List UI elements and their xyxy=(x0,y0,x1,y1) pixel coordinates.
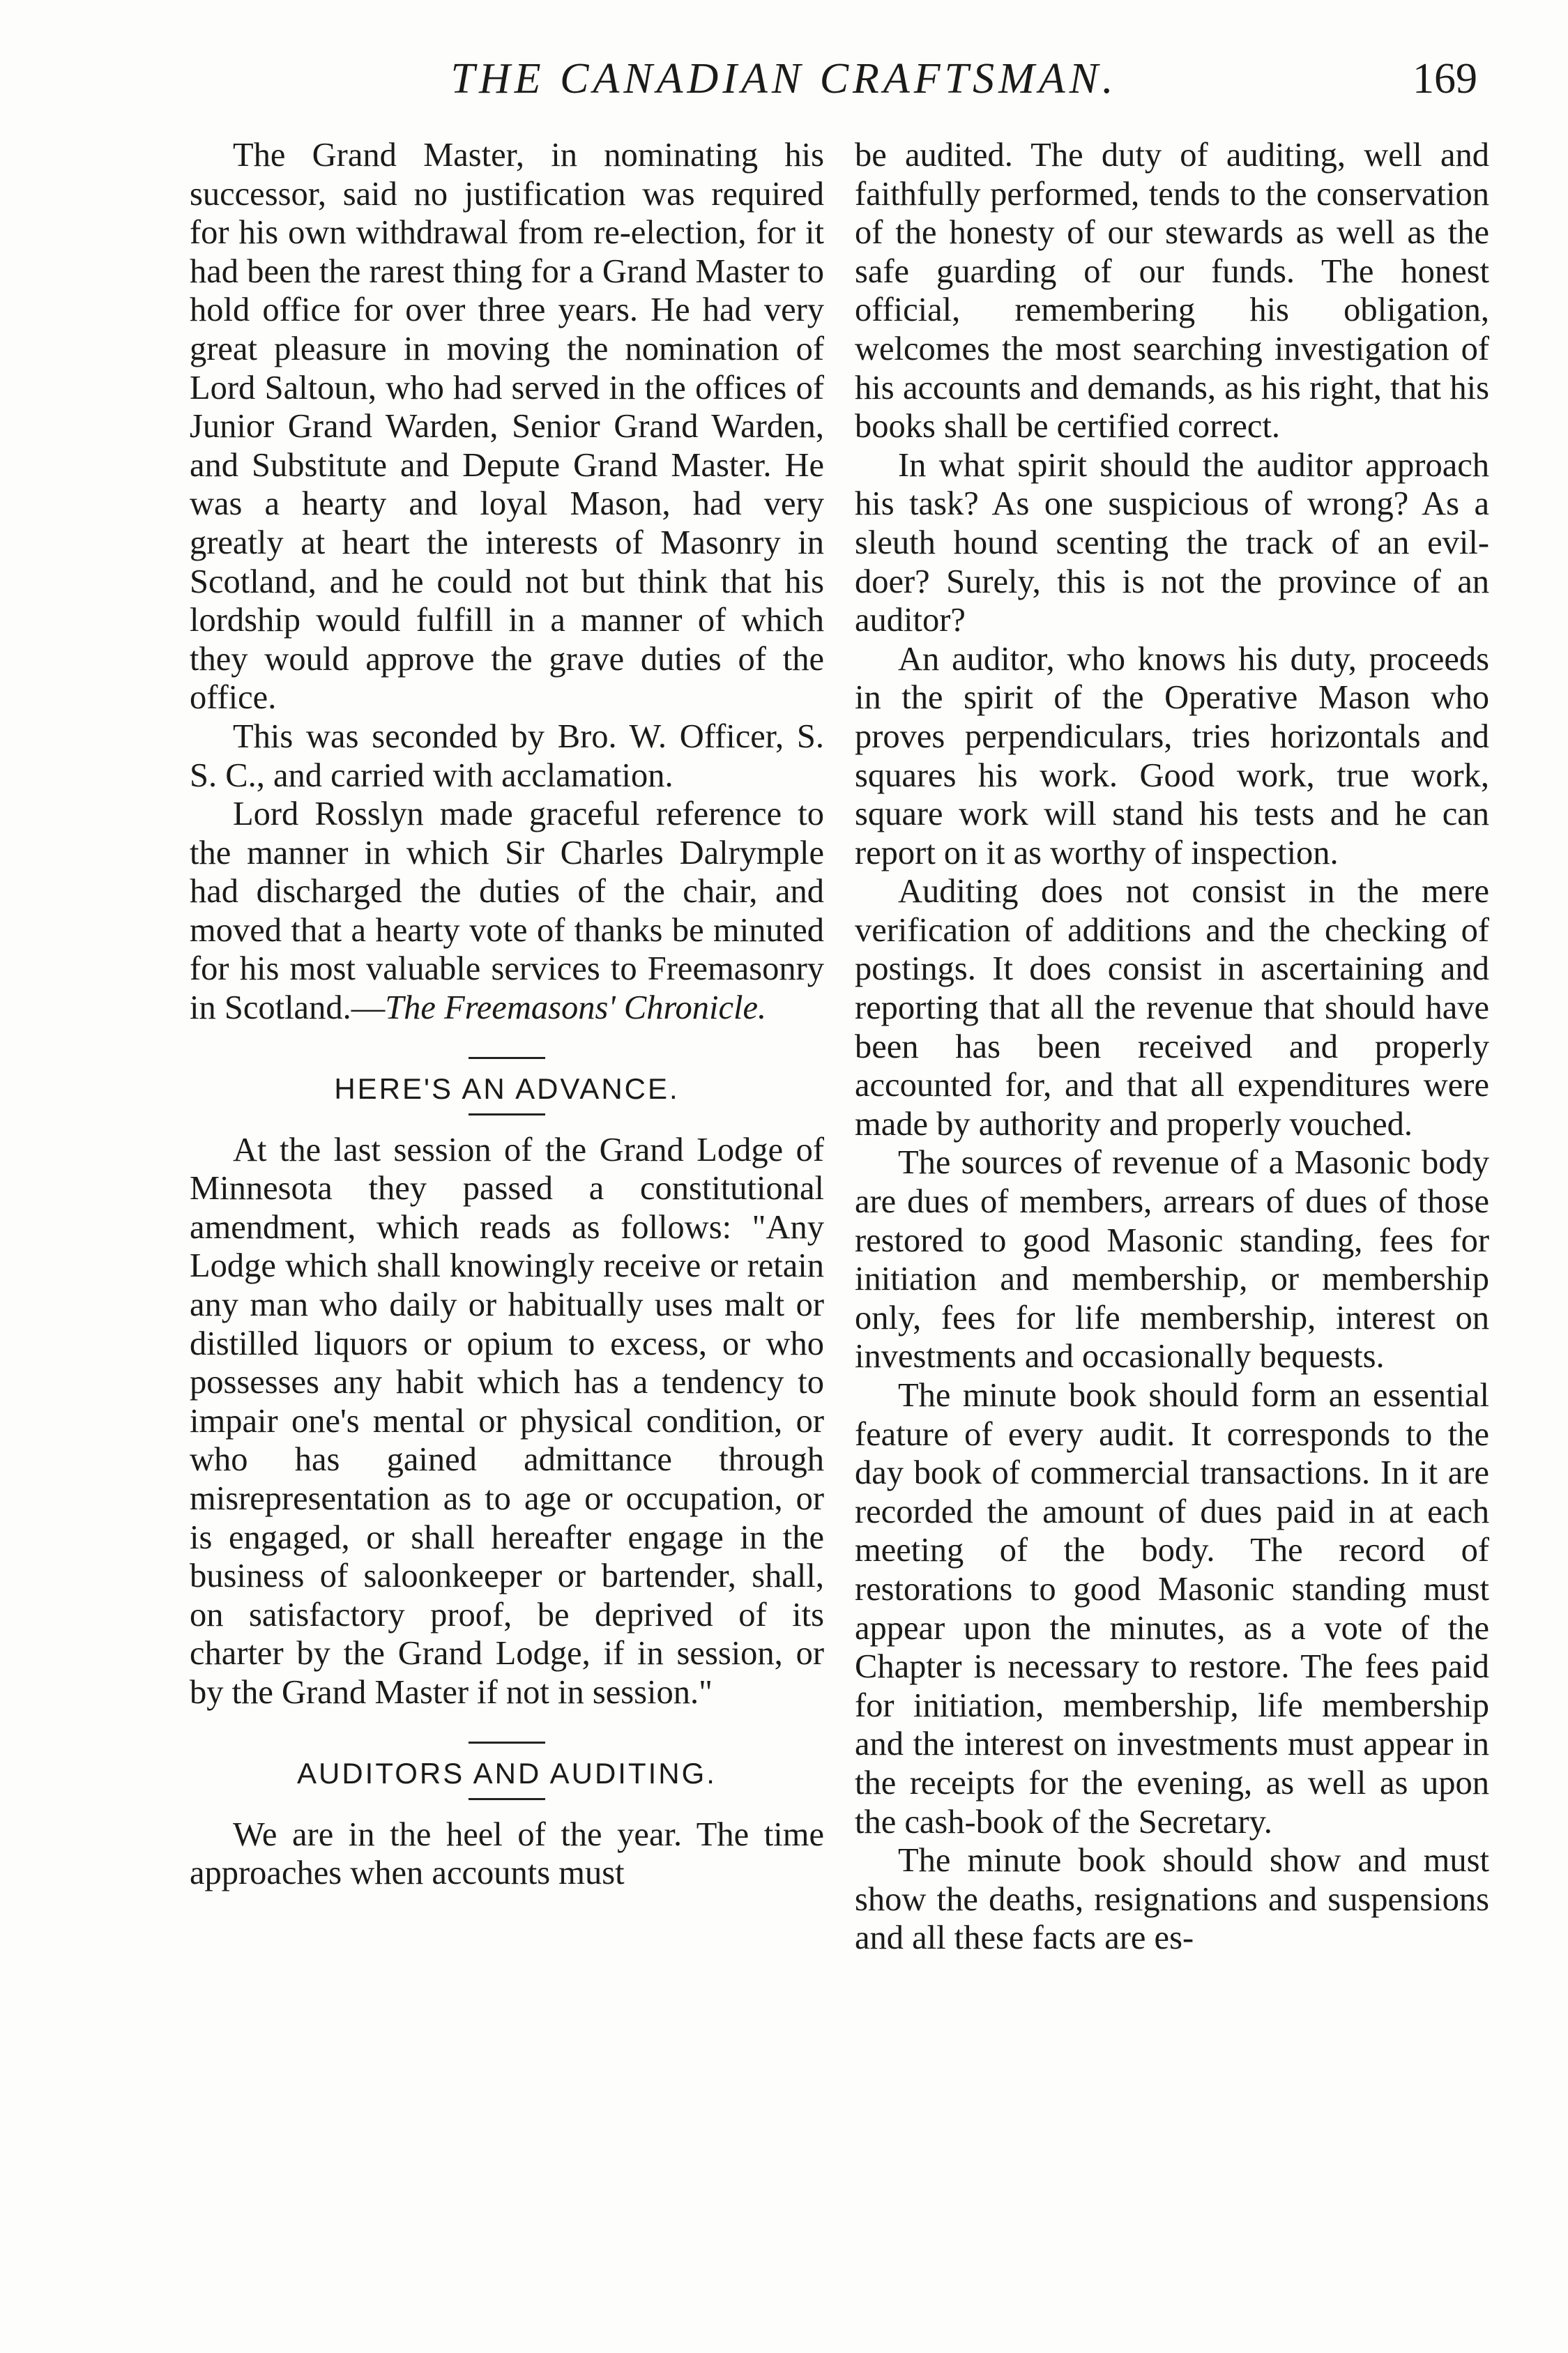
heading-auditors-and-auditing: AUDITORS AND AUDITING. xyxy=(297,1756,717,1790)
source-citation: The Freemasons' Chronicle. xyxy=(385,989,767,1027)
paragraph-be-audited: be audited. The duty of auditing, well and faithfully performed, tends to the conservation of the honesty of our stewards as well as the safe guarding of our funds. The honest official, remembering his obligation, welcomes the most searching investigation of his accounts and demands, as his right, that his books shall be certified correct. xyxy=(855,137,1489,446)
left-column xyxy=(190,136,824,1893)
paragraph-heel-of-year: We are in the heel of the year. The time approaches when accounts must xyxy=(190,1815,824,1892)
running-head xyxy=(0,54,1568,117)
paragraph-minute-book-show: The minute book should show and must show the deaths, resignations and suspensions and all these facts are es- xyxy=(855,1842,1489,1957)
heading-heres-an-advance: HERE'S AN ADVANCE. xyxy=(334,1072,680,1105)
paragraph-grand-master-nomination: The Grand Master, in nominating his successor, said no justification was required for his own withdrawal from re-election, for it had been the rarest thing for a Grand Master to hold office for over three years. He had very great pleasure in moving the nomination of Lord Saltoun, who had served in the offices of Junior Grand Warden, Senior Grand Warden, and Substitute and Depute Grand Master. He was a hearty and loyal Mason, had very greatly at heart the interests of Masonry in Scotland, and he could not but think that his lordship would fulfill in a manner of which they would approve the grave duties of the office. xyxy=(190,137,824,717)
paragraph-operative-mason: An auditor, who knows his duty, proceeds in the spirit of the Operative Mason who proves perpendiculars, tries horizontals and squares his work. Good work, true work, square work will stand his tests and he can report on it as worthy of inspection. xyxy=(855,640,1489,871)
page-number: 169 xyxy=(1413,55,1477,102)
divider-rule xyxy=(469,1113,545,1115)
paragraph-lord-rosslyn xyxy=(190,795,824,1028)
right-column xyxy=(855,136,1489,1958)
paragraph-sources-of-revenue: The sources of revenue of a Masonic body are dues of members, arrears of dues of those restored to good Masonic standing, fees for initiation and membership, or membership only, fees for life membership, interest on investments and occasionally bequests. xyxy=(855,1144,1489,1376)
journal-title: THE CANADIAN CRAFTSMAN. xyxy=(450,55,1118,102)
paragraph-seconded: This was seconded by Bro. W. Officer, S. S. C., and carried with acclamation. xyxy=(190,717,824,794)
divider-rule xyxy=(469,1057,545,1059)
divider-rule xyxy=(469,1798,545,1800)
paragraph-minute-book: The minute book should form an essential feature of every audit. It corresponds to the day book of commercial transactions. In it are recorded the amount of dues paid in at each meeting of the body. The record of restorations to good Masonic standing must appear upon the minutes, as a vote of the Chapter is necessary to restore. The fees paid for initiation, membership, life membership and the interest on investments must appear in the receipts for the evening, as well as upon the cash-book of the Secretary. xyxy=(855,1377,1489,1841)
paragraph-auditing-consists: Auditing does not consist in the mere verification of additions and the checking of postings. It does consist in ascertaining and reporting that all the revenue that should have been has been received and properly accounted for, and that all expenditures were made by authority and properly vouched. xyxy=(855,873,1489,1143)
divider-rule xyxy=(469,1742,545,1744)
paragraph-minnesota-amendment: At the last session of the Grand Lodge of Minnesota they passed a constitutional amendment, which reads as follows: "Any Lodge which shall knowingly receive or retain any man who daily or habitually uses malt or distilled liquors or opium to excess, or who possesses any habit which has a tendency to impair one's mental or physical condition, or who has gained admittance through misrepresentation as to age or occupation, or is engaged, or shall hereafter engage in the business of saloonkeeper or bartender, shall, on satisfactory proof, be deprived of its charter by the Grand Lodge, if in session, or by the Grand Master if not in session." xyxy=(190,1131,824,1711)
paragraph-auditor-spirit: In what spirit should the auditor approach his task? As one suspicious of wrong? As a sleuth hound scenting the track of an evil-doer? Surely, this is not the province of an auditor? xyxy=(855,446,1489,639)
paragraph-lord-rosslyn-text: Lord Rosslyn made graceful reference to the manner in which Sir Charles Dalrymple had discharged the duties of the chair, and moved that a hearty vote of thanks be minuted for his most valuable services to Freemasonry in Scotland.— xyxy=(190,795,824,1027)
